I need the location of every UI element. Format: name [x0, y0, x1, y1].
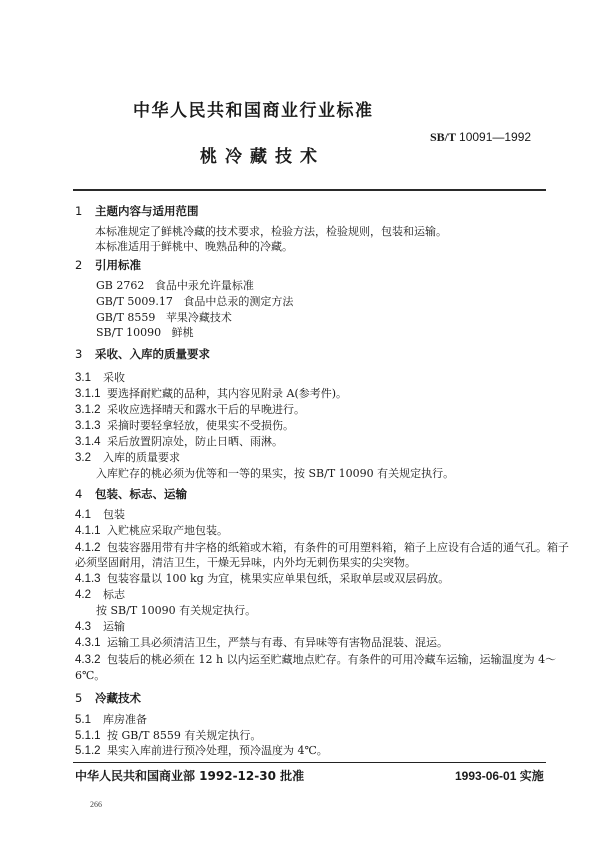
clause-item: 3.1.2 采收应选择晴天和露水干后的早晚进行。: [75, 403, 305, 416]
header-divider: [73, 189, 546, 191]
publisher-title: 中华人民共和国商业行业标准: [133, 101, 374, 121]
document-title: 桃冷藏技术: [200, 147, 325, 167]
clause-item: 5.1.2 果实入库前进行预冷处理，预冷温度为 4℃。: [75, 744, 328, 757]
clause-item: 4.3.2 包装后的桃必须在 12 h 以内运至贮藏地点贮存。有条件的可用冷藏车运输，运输温度为 4～: [75, 653, 557, 666]
section-heading-3: 3 采收、入库的质量要求: [75, 347, 210, 361]
reference-item: GB/T 5009.17 食品中总汞的测定方法: [96, 295, 294, 308]
clause-continuation: 6℃。: [75, 669, 106, 682]
clause-item: 3.1.4 采后放置阴凉处，防止日晒、雨淋。: [75, 435, 283, 448]
reference-item: GB 2762 食品中汞允许量标准: [96, 279, 254, 292]
paragraph: 本标准适用于鲜桃中、晚熟品种的冷藏。: [95, 240, 293, 253]
clause-item: 3.1 采收: [75, 371, 125, 384]
clause-continuation: 必须坚固耐用，清洁卫生，干燥无异味，内外均无刺伤果实的尖突物。: [75, 556, 416, 569]
page-number: 266: [90, 800, 102, 809]
clause-item: 3.1.1 要选择耐贮藏的品种，其内容见附录 A(参考件)。: [75, 387, 348, 400]
paragraph: 本标准规定了鲜桃冷藏的技术要求，检验方法，检验规则，包装和运输。: [95, 225, 447, 238]
standard-code-number: 10091—1992: [459, 130, 532, 144]
clause-item: 3.2 入库的质量要求: [75, 451, 180, 464]
clause-item: 4.2 标志: [75, 588, 125, 601]
clause-item: 4.1.1 入贮桃应采取产地包装。: [75, 524, 228, 537]
standard-code: [430, 131, 531, 143]
clause-item: 4.1.2 包装容器用带有井字格的纸箱或木箱，有条件的可用塑料箱，箱子上应设有合适的通气孔。箱子: [75, 541, 569, 554]
section-heading-5: 5 冷藏技术: [75, 691, 141, 705]
clause-item: 3.1.3 采摘时要轻拿轻放，使果实不受损伤。: [75, 419, 294, 432]
clause-item: 5.1.1 按 GB/T 8559 有关规定执行。: [75, 729, 262, 742]
standard-code-prefix: SB/T: [430, 130, 457, 144]
clause-item: 5.1 库房准备: [75, 713, 147, 726]
section-heading-2: 2 引用标准: [75, 258, 141, 272]
paragraph: 按 SB/T 10090 有关规定执行。: [96, 604, 257, 617]
reference-item: SB/T 10090 鲜桃: [96, 326, 194, 339]
clause-item: 4.1 包装: [75, 508, 125, 521]
implementation-date: 1993-06-01 实施: [455, 769, 544, 783]
clause-item: 4.1.3 包装容量以 100 kg 为宜，桃果实应单果包纸，采取单层或双层码放。: [75, 572, 450, 585]
reference-item: GB/T 8559 苹果冷藏技术: [96, 311, 232, 324]
section-heading-4: 4 包装、标志、运输: [75, 487, 187, 501]
clause-item: 4.3.1 运输工具必须清洁卫生，严禁与有毒、有异味等有害物品混装、混运。: [75, 636, 448, 649]
clause-item: 4.3 运输: [75, 620, 125, 633]
footer-divider: [73, 762, 546, 763]
approval-line: 中华人民共和国商业部 1992-12-30 批准: [75, 769, 305, 783]
paragraph: 入库贮存的桃必须为优等和一等的果实，按 SB/T 10090 有关规定执行。: [96, 467, 455, 480]
section-heading-1: 1 主题内容与适用范围: [75, 204, 199, 218]
